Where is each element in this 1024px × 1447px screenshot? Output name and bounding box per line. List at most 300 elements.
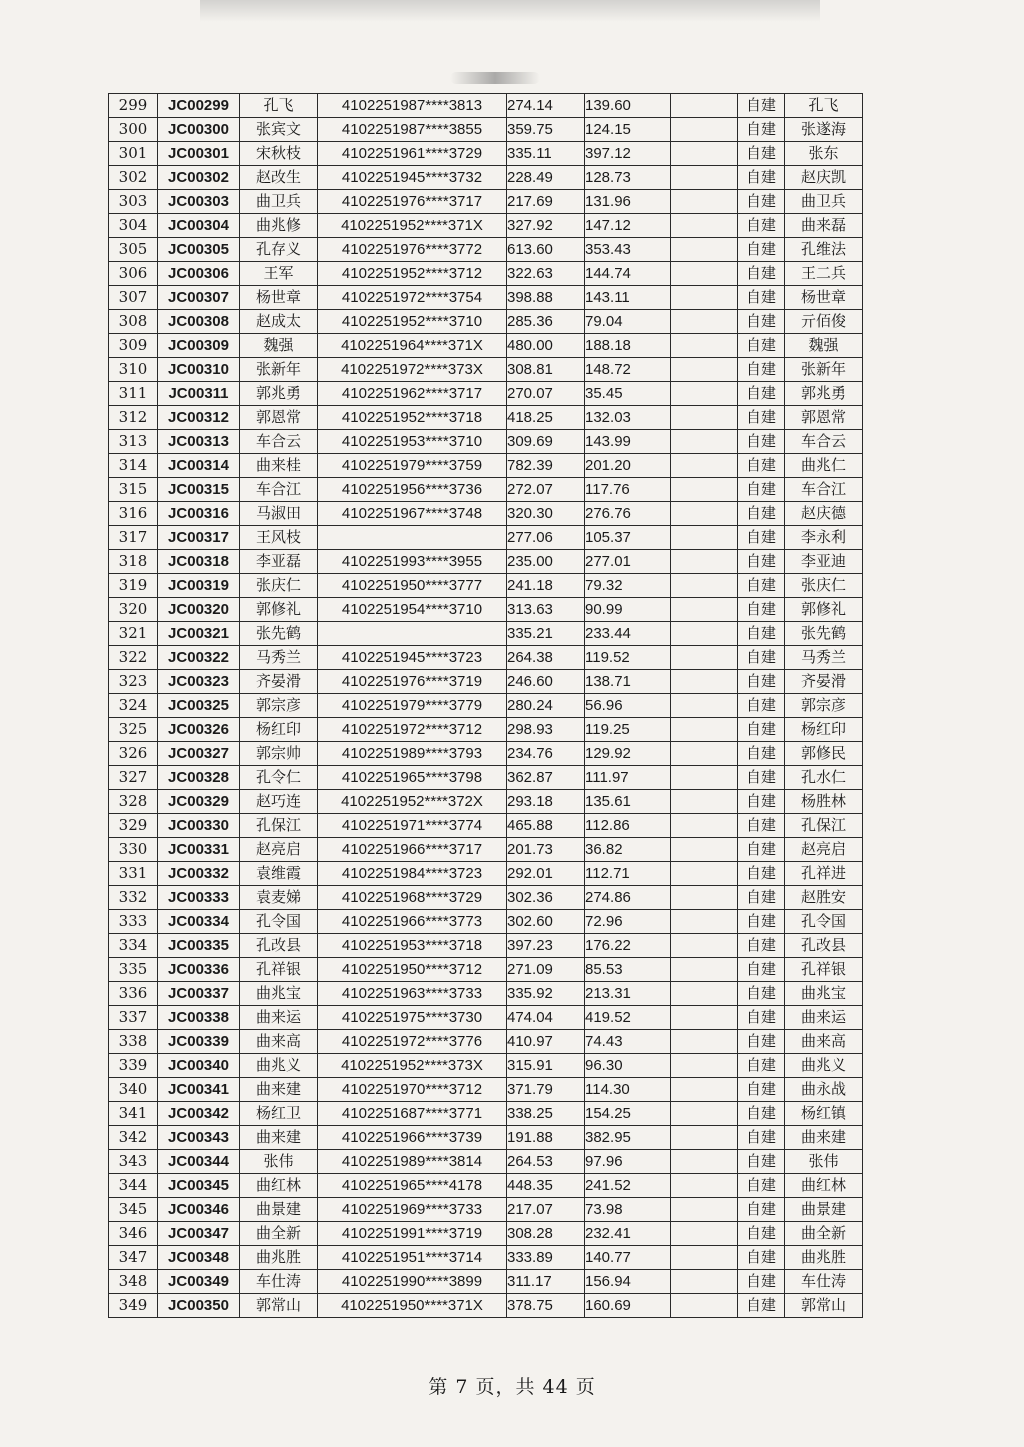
row-number: 346 (109, 1222, 158, 1246)
area-value-1: 333.89 (507, 1246, 585, 1270)
area-value-1: 613.60 (507, 238, 585, 262)
blank-cell (671, 1294, 738, 1318)
blank-cell (671, 910, 738, 934)
owner-name: 孔保江 (785, 814, 863, 838)
area-value-2: 276.76 (585, 502, 671, 526)
row-number: 306 (109, 262, 158, 286)
record-code: JC00303 (158, 190, 240, 214)
area-value-1: 228.49 (507, 166, 585, 190)
blank-cell (671, 142, 738, 166)
holder-name: 郭兆勇 (240, 382, 318, 406)
record-code: JC00350 (158, 1294, 240, 1318)
build-type: 自建 (738, 190, 785, 214)
table-row (109, 790, 863, 814)
id-number: 4102251967****3748 (318, 502, 507, 526)
id-number: 4102251975****3730 (318, 1006, 507, 1030)
row-number: 339 (109, 1054, 158, 1078)
holder-name: 张新年 (240, 358, 318, 382)
area-value-1: 191.88 (507, 1126, 585, 1150)
id-number: 4102251964****371X (318, 334, 507, 358)
row-number: 303 (109, 190, 158, 214)
id-number: 4102251987****3813 (318, 94, 507, 118)
id-number: 4102251984****3723 (318, 862, 507, 886)
holder-name: 曲景建 (240, 1198, 318, 1222)
row-number: 342 (109, 1126, 158, 1150)
area-value-2: 148.72 (585, 358, 671, 382)
build-type: 自建 (738, 766, 785, 790)
owner-name: 王二兵 (785, 262, 863, 286)
area-value-2: 213.31 (585, 982, 671, 1006)
row-number: 340 (109, 1078, 158, 1102)
id-number: 4102251950****371X (318, 1294, 507, 1318)
table-row (109, 406, 863, 430)
id-number: 4102251987****3855 (318, 118, 507, 142)
holder-name: 袁维霞 (240, 862, 318, 886)
owner-name: 魏强 (785, 334, 863, 358)
blank-cell (671, 646, 738, 670)
area-value-1: 277.06 (507, 526, 585, 550)
area-value-1: 302.60 (507, 910, 585, 934)
area-value-1: 378.75 (507, 1294, 585, 1318)
area-value-2: 119.52 (585, 646, 671, 670)
record-code: JC00320 (158, 598, 240, 622)
area-value-2: 132.03 (585, 406, 671, 430)
blank-cell (671, 118, 738, 142)
holder-name: 曲兆胜 (240, 1246, 318, 1270)
owner-name: 曲来磊 (785, 214, 863, 238)
holder-name: 马淑田 (240, 502, 318, 526)
table-row (109, 358, 863, 382)
holder-name: 赵改生 (240, 166, 318, 190)
area-value-1: 338.25 (507, 1102, 585, 1126)
area-value-1: 335.92 (507, 982, 585, 1006)
row-number: 314 (109, 454, 158, 478)
record-code: JC00340 (158, 1054, 240, 1078)
owner-name: 郭修民 (785, 742, 863, 766)
area-value-2: 201.20 (585, 454, 671, 478)
id-number: 4102251687****3771 (318, 1102, 507, 1126)
blank-cell (671, 862, 738, 886)
record-code: JC00343 (158, 1126, 240, 1150)
record-code: JC00310 (158, 358, 240, 382)
owner-name: 郭兆勇 (785, 382, 863, 406)
area-value-1: 315.91 (507, 1054, 585, 1078)
area-value-2: 90.99 (585, 598, 671, 622)
table-row (109, 238, 863, 262)
record-code: JC00344 (158, 1150, 240, 1174)
area-value-2: 397.12 (585, 142, 671, 166)
blank-cell (671, 286, 738, 310)
build-type: 自建 (738, 478, 785, 502)
area-value-1: 418.25 (507, 406, 585, 430)
row-number: 320 (109, 598, 158, 622)
record-code: JC00348 (158, 1246, 240, 1270)
holder-name: 孔改县 (240, 934, 318, 958)
id-number: 4102251952****372X (318, 790, 507, 814)
area-value-2: 129.92 (585, 742, 671, 766)
table-row (109, 118, 863, 142)
owner-name: 孔水仁 (785, 766, 863, 790)
build-type: 自建 (738, 214, 785, 238)
id-number: 4102251952****373X (318, 1054, 507, 1078)
blank-cell (671, 1054, 738, 1078)
holder-name: 张先鹤 (240, 622, 318, 646)
owner-name: 曲兆义 (785, 1054, 863, 1078)
build-type: 自建 (738, 502, 785, 526)
id-number: 4102251976****3717 (318, 190, 507, 214)
build-type: 自建 (738, 526, 785, 550)
area-value-1: 308.81 (507, 358, 585, 382)
build-type: 自建 (738, 1078, 785, 1102)
row-number: 309 (109, 334, 158, 358)
record-code: JC00321 (158, 622, 240, 646)
build-type: 自建 (738, 718, 785, 742)
area-value-2: 143.99 (585, 430, 671, 454)
table-row (109, 550, 863, 574)
id-number: 4102251990****3899 (318, 1270, 507, 1294)
area-value-2: 128.73 (585, 166, 671, 190)
owner-name: 李永利 (785, 526, 863, 550)
holder-name: 郭修礼 (240, 598, 318, 622)
area-value-1: 410.97 (507, 1030, 585, 1054)
area-value-2: 131.96 (585, 190, 671, 214)
row-number: 305 (109, 238, 158, 262)
table-row (109, 1246, 863, 1270)
area-value-1: 480.00 (507, 334, 585, 358)
owner-name: 张先鹤 (785, 622, 863, 646)
holder-name: 曲来桂 (240, 454, 318, 478)
table-row (109, 670, 863, 694)
build-type: 自建 (738, 694, 785, 718)
table-row (109, 814, 863, 838)
record-code: JC00326 (158, 718, 240, 742)
owner-name: 亓佰俊 (785, 310, 863, 334)
area-value-2: 154.25 (585, 1102, 671, 1126)
holder-name: 郭宗彦 (240, 694, 318, 718)
area-value-1: 465.88 (507, 814, 585, 838)
record-code: JC00301 (158, 142, 240, 166)
area-value-2: 105.37 (585, 526, 671, 550)
owner-name: 齐晏滑 (785, 670, 863, 694)
table-row (109, 1030, 863, 1054)
holder-name: 张庆仁 (240, 574, 318, 598)
area-value-1: 234.76 (507, 742, 585, 766)
row-number: 326 (109, 742, 158, 766)
id-number: 4102251952****3718 (318, 406, 507, 430)
owner-name: 张遂海 (785, 118, 863, 142)
register-table (108, 93, 863, 1318)
area-value-2: 139.60 (585, 94, 671, 118)
row-number: 324 (109, 694, 158, 718)
blank-cell (671, 262, 738, 286)
id-number: 4102251972****373X (318, 358, 507, 382)
blank-cell (671, 574, 738, 598)
area-value-1: 235.00 (507, 550, 585, 574)
id-number: 4102251976****3719 (318, 670, 507, 694)
record-code: JC00323 (158, 670, 240, 694)
owner-name: 杨胜林 (785, 790, 863, 814)
record-code: JC00313 (158, 430, 240, 454)
owner-name: 杨世章 (785, 286, 863, 310)
holder-name: 车合江 (240, 478, 318, 502)
record-code: JC00330 (158, 814, 240, 838)
row-number: 319 (109, 574, 158, 598)
blank-cell (671, 1078, 738, 1102)
holder-name: 曲红林 (240, 1174, 318, 1198)
area-value-2: 117.76 (585, 478, 671, 502)
record-code: JC00349 (158, 1270, 240, 1294)
table-row (109, 910, 863, 934)
table-row (109, 310, 863, 334)
build-type: 自建 (738, 286, 785, 310)
table-row (109, 862, 863, 886)
id-number: 4102251956****3736 (318, 478, 507, 502)
owner-name: 张东 (785, 142, 863, 166)
holder-name: 曲来运 (240, 1006, 318, 1030)
blank-cell (671, 982, 738, 1006)
id-number: 4102251972****3776 (318, 1030, 507, 1054)
area-value-1: 217.07 (507, 1198, 585, 1222)
blank-cell (671, 814, 738, 838)
record-code: JC00342 (158, 1102, 240, 1126)
id-number: 4102251952****3712 (318, 262, 507, 286)
record-code: JC00327 (158, 742, 240, 766)
blank-cell (671, 190, 738, 214)
table-row (109, 1078, 863, 1102)
area-value-2: 36.82 (585, 838, 671, 862)
build-type: 自建 (738, 118, 785, 142)
row-number: 318 (109, 550, 158, 574)
holder-name: 杨红卫 (240, 1102, 318, 1126)
blank-cell (671, 622, 738, 646)
holder-name: 车合云 (240, 430, 318, 454)
build-type: 自建 (738, 430, 785, 454)
id-number: 4102251945****3732 (318, 166, 507, 190)
area-value-2: 112.86 (585, 814, 671, 838)
row-number: 345 (109, 1198, 158, 1222)
owner-name: 曲景建 (785, 1198, 863, 1222)
row-number: 330 (109, 838, 158, 862)
owner-name: 曲兆胜 (785, 1246, 863, 1270)
row-number: 348 (109, 1270, 158, 1294)
build-type: 自建 (738, 262, 785, 286)
build-type: 自建 (738, 886, 785, 910)
blank-cell (671, 1030, 738, 1054)
id-number: 4102251969****3733 (318, 1198, 507, 1222)
build-type: 自建 (738, 454, 785, 478)
row-number: 301 (109, 142, 158, 166)
holder-name: 张宾文 (240, 118, 318, 142)
record-code: JC00306 (158, 262, 240, 286)
build-type: 自建 (738, 1270, 785, 1294)
row-number: 323 (109, 670, 158, 694)
build-type: 自建 (738, 1174, 785, 1198)
record-code: JC00337 (158, 982, 240, 1006)
row-number: 325 (109, 718, 158, 742)
blank-cell (671, 334, 738, 358)
id-number: 4102251965****4178 (318, 1174, 507, 1198)
owner-name: 赵庆德 (785, 502, 863, 526)
area-value-2: 143.11 (585, 286, 671, 310)
owner-name: 郭常山 (785, 1294, 863, 1318)
record-code: JC00346 (158, 1198, 240, 1222)
area-value-2: 35.45 (585, 382, 671, 406)
record-code: JC00318 (158, 550, 240, 574)
table-row (109, 142, 863, 166)
area-value-2: 156.94 (585, 1270, 671, 1294)
holder-name: 曲兆义 (240, 1054, 318, 1078)
table-row (109, 190, 863, 214)
table-row (109, 1054, 863, 1078)
holder-name: 曲兆宝 (240, 982, 318, 1006)
owner-name: 曲来高 (785, 1030, 863, 1054)
build-type: 自建 (738, 382, 785, 406)
record-code: JC00338 (158, 1006, 240, 1030)
area-value-2: 79.04 (585, 310, 671, 334)
record-code: JC00302 (158, 166, 240, 190)
area-value-1: 335.21 (507, 622, 585, 646)
id-number: 4102251966****3739 (318, 1126, 507, 1150)
area-value-2: 140.77 (585, 1246, 671, 1270)
owner-name: 孔维法 (785, 238, 863, 262)
owner-name: 曲永战 (785, 1078, 863, 1102)
id-number: 4102251968****3729 (318, 886, 507, 910)
row-number: 307 (109, 286, 158, 310)
blank-cell (671, 1246, 738, 1270)
blank-cell (671, 838, 738, 862)
row-number: 321 (109, 622, 158, 646)
owner-name: 杨红印 (785, 718, 863, 742)
build-type: 自建 (738, 1126, 785, 1150)
record-code: JC00319 (158, 574, 240, 598)
record-code: JC00335 (158, 934, 240, 958)
area-value-1: 397.23 (507, 934, 585, 958)
id-number: 4102251950****3712 (318, 958, 507, 982)
blank-cell (671, 1198, 738, 1222)
area-value-1: 271.09 (507, 958, 585, 982)
record-code: JC00312 (158, 406, 240, 430)
record-code: JC00333 (158, 886, 240, 910)
build-type: 自建 (738, 1198, 785, 1222)
holder-name: 齐晏滑 (240, 670, 318, 694)
build-type: 自建 (738, 814, 785, 838)
id-number: 4102251954****3710 (318, 598, 507, 622)
owner-name: 曲来建 (785, 1126, 863, 1150)
record-code: JC00334 (158, 910, 240, 934)
blank-cell (671, 406, 738, 430)
row-number: 331 (109, 862, 158, 886)
build-type: 自建 (738, 622, 785, 646)
row-number: 329 (109, 814, 158, 838)
area-value-1: 309.69 (507, 430, 585, 454)
build-type: 自建 (738, 574, 785, 598)
owner-name: 孔祥银 (785, 958, 863, 982)
id-number: 4102251961****3729 (318, 142, 507, 166)
blank-cell (671, 454, 738, 478)
record-code: JC00331 (158, 838, 240, 862)
owner-name: 车合云 (785, 430, 863, 454)
blank-cell (671, 238, 738, 262)
table-row (109, 886, 863, 910)
build-type: 自建 (738, 1030, 785, 1054)
holder-name: 孔令国 (240, 910, 318, 934)
build-type: 自建 (738, 1054, 785, 1078)
holder-name: 曲兆修 (240, 214, 318, 238)
id-number: 4102251972****3712 (318, 718, 507, 742)
row-number: 322 (109, 646, 158, 670)
area-value-2: 232.41 (585, 1222, 671, 1246)
holder-name: 魏强 (240, 334, 318, 358)
record-code: JC00315 (158, 478, 240, 502)
id-number: 4102251979****3779 (318, 694, 507, 718)
area-value-1: 264.38 (507, 646, 585, 670)
owner-name: 张庆仁 (785, 574, 863, 598)
area-value-1: 362.87 (507, 766, 585, 790)
area-value-2: 138.71 (585, 670, 671, 694)
blank-cell (671, 694, 738, 718)
owner-name: 郭宗彦 (785, 694, 863, 718)
build-type: 自建 (738, 790, 785, 814)
build-type: 自建 (738, 934, 785, 958)
holder-name: 郭恩常 (240, 406, 318, 430)
id-number: 4102251989****3814 (318, 1150, 507, 1174)
blank-cell (671, 886, 738, 910)
area-value-1: 320.30 (507, 502, 585, 526)
record-code: JC00304 (158, 214, 240, 238)
table-row (109, 766, 863, 790)
area-value-1: 292.01 (507, 862, 585, 886)
blank-cell (671, 382, 738, 406)
owner-name: 张伟 (785, 1150, 863, 1174)
record-code: JC00345 (158, 1174, 240, 1198)
id-number: 4102251950****3777 (318, 574, 507, 598)
owner-name: 赵胜安 (785, 886, 863, 910)
owner-name: 车合江 (785, 478, 863, 502)
area-value-2: 114.30 (585, 1078, 671, 1102)
table-row (109, 214, 863, 238)
owner-name: 杨红镇 (785, 1102, 863, 1126)
area-value-1: 311.17 (507, 1270, 585, 1294)
area-value-1: 241.18 (507, 574, 585, 598)
table-row (109, 1294, 863, 1318)
area-value-1: 327.92 (507, 214, 585, 238)
row-number: 336 (109, 982, 158, 1006)
scan-shadow-top (200, 0, 820, 22)
area-value-2: 119.25 (585, 718, 671, 742)
id-number: 4102251972****3754 (318, 286, 507, 310)
build-type: 自建 (738, 1294, 785, 1318)
holder-name: 王军 (240, 262, 318, 286)
area-value-2: 135.61 (585, 790, 671, 814)
id-number: 4102251953****3718 (318, 934, 507, 958)
build-type: 自建 (738, 670, 785, 694)
holder-name: 郭宗帅 (240, 742, 318, 766)
table-row (109, 382, 863, 406)
blank-cell (671, 1174, 738, 1198)
id-number: 4102251945****3723 (318, 646, 507, 670)
blank-cell (671, 1126, 738, 1150)
owner-name: 曲来运 (785, 1006, 863, 1030)
blank-cell (671, 766, 738, 790)
owner-name: 郭恩常 (785, 406, 863, 430)
record-code: JC00325 (158, 694, 240, 718)
area-value-2: 241.52 (585, 1174, 671, 1198)
blank-cell (671, 526, 738, 550)
area-value-1: 201.73 (507, 838, 585, 862)
owner-name: 李亚迪 (785, 550, 863, 574)
build-type: 自建 (738, 1222, 785, 1246)
table-row (109, 838, 863, 862)
